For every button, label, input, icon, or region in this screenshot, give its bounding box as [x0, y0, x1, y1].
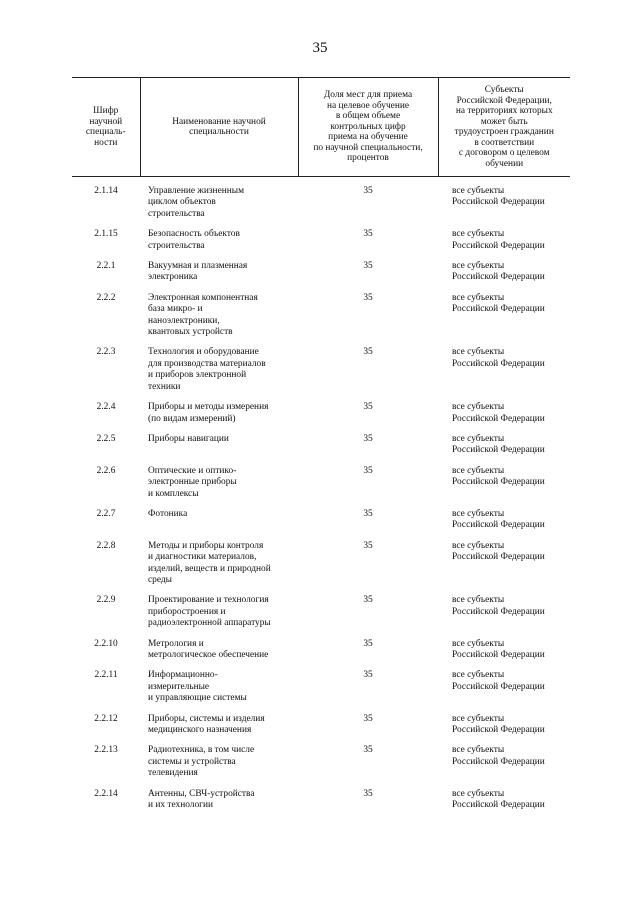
specialty-code: 2.1.14 — [94, 186, 118, 196]
table-row — [72, 434, 570, 466]
table-row — [72, 745, 570, 788]
table-row — [72, 229, 570, 261]
specialty-code: 2.1.15 — [94, 229, 118, 240]
target-share: 35 — [363, 261, 373, 272]
federation-subjects: все субъекты Российской Федерации — [452, 540, 545, 563]
specialty-code: 2.2.4 — [96, 402, 116, 413]
specialty-name: Управление жизненным циклом объектов строительства — [148, 186, 245, 219]
federation-subjects: все субъекты Российской Федерации — [452, 595, 545, 617]
specialty-name: Методы и приборы контроля и диагностики материалов, изделий, веществ и природной среды — [148, 540, 271, 585]
header-name: Наименование научной специальности — [140, 78, 298, 177]
page-number: 35 — [312, 40, 328, 56]
target-share: 35 — [363, 402, 373, 413]
specialty-name: Безопасность объектов строительства — [148, 229, 240, 251]
specialty-name: Электронная компонентная база микро- и наноэлектроники, квантовых устройств — [148, 292, 258, 338]
table-row — [72, 789, 570, 821]
specialty-name: Фотоника — [148, 508, 188, 519]
target-share: 35 — [363, 186, 373, 196]
specialty-code: 2.2.12 — [94, 713, 118, 724]
specialty-code: 2.2.6 — [96, 465, 116, 476]
federation-subjects: все субъекты Российской Федерации — [452, 670, 545, 692]
target-share: 35 — [363, 595, 373, 606]
specialty-name: Антенны, СВЧ-устройства и их технологии — [148, 788, 255, 811]
federation-subjects: все субъекты Российской Федерации — [452, 347, 545, 369]
federation-subjects: все субъекты Российской Федерации — [452, 229, 545, 251]
federation-subjects: все субъекты Российской Федерации — [452, 261, 545, 283]
table-spacer — [72, 177, 570, 187]
federation-subjects: все субъекты Российской Федерации — [452, 292, 545, 315]
table-row — [72, 509, 570, 541]
specialty-name: Оптические и оптико- электронные приборы и комплексы — [148, 465, 237, 499]
target-share: 35 — [363, 713, 373, 724]
specialty-code: 2.2.14 — [94, 788, 118, 799]
target-share: 35 — [363, 638, 373, 649]
specialty-name: Приборы навигации — [148, 433, 229, 444]
specialty-code: 2.2.2 — [96, 292, 116, 303]
header-share: Доля мест для приема на целевое обучение в общем объеме контрольных цифр приема на обучение по научной специальности, процентов — [298, 78, 438, 177]
specialty-code: 2.2.9 — [96, 595, 116, 606]
specialty-name: Проектирование и технология приборостроения и радиоэлектронной аппаратуры — [148, 595, 271, 629]
federation-subjects: все субъекты Российской Федерации — [452, 713, 545, 736]
table-row — [72, 293, 570, 348]
table-row — [72, 466, 570, 509]
specialty-name: Приборы и методы измерения (по видам измерений) — [148, 402, 269, 424]
table-header — [72, 78, 570, 177]
specialty-name: Радиотехника, в том числе системы и устройства телевидения — [148, 745, 255, 779]
table-row — [72, 595, 570, 638]
specialty-code: 2.2.1 — [96, 261, 116, 272]
federation-subjects: все субъекты Российской Федерации — [452, 638, 545, 660]
table-row — [72, 186, 570, 229]
federation-subjects: все субъекты Российской Федерации — [452, 508, 545, 531]
target-share: 35 — [363, 745, 373, 756]
specialty-name: Технология и оборудование для производства материалов и приборов электронной техники — [148, 347, 266, 392]
specialty-code: 2.2.11 — [94, 670, 118, 681]
target-share: 35 — [363, 465, 373, 476]
table-row — [72, 347, 570, 402]
table-row — [72, 670, 570, 713]
specialty-name: Метрология и метрологическое обеспечение — [148, 638, 269, 660]
specialty-code: 2.2.13 — [94, 745, 118, 756]
target-share: 35 — [363, 788, 373, 799]
table-row — [72, 541, 570, 596]
federation-subjects: все субъекты Российской Федерации — [452, 745, 545, 767]
header-code: Шифр научной специаль- ности — [72, 78, 140, 177]
specialty-code: 2.2.5 — [96, 433, 116, 444]
header-subjects: Субъекты Российской Федерации, на территориях которых может быть трудоустроен гражданин в соответствии с договором о целевом обучении — [438, 78, 570, 177]
target-share: 35 — [363, 292, 373, 303]
table-row — [72, 714, 570, 746]
target-share: 35 — [363, 670, 373, 681]
table-row — [72, 402, 570, 434]
specialty-name: Информационно- измерительные и управляющие системы — [148, 670, 247, 704]
target-share: 35 — [363, 347, 373, 358]
federation-subjects: все субъекты Российской Федерации — [452, 788, 545, 811]
target-share: 35 — [363, 433, 373, 444]
specialty-code: 2.2.8 — [96, 540, 116, 551]
federation-subjects: все субъекты Российской Федерации — [452, 433, 545, 456]
target-share: 35 — [363, 229, 373, 240]
table-body — [72, 177, 570, 821]
specialty-code: 2.2.10 — [94, 638, 118, 649]
target-share: 35 — [363, 540, 373, 551]
table-row — [72, 639, 570, 671]
specialty-code: 2.2.7 — [96, 508, 116, 519]
federation-subjects: все субъекты Российской Федерации — [452, 465, 545, 488]
specialty-name: Вакуумная и плазменная электроника — [148, 261, 248, 283]
specialty-name: Приборы, системы и изделия медицинского назначения — [148, 713, 265, 736]
target-share: 35 — [363, 508, 373, 519]
federation-subjects: все субъекты Российской Федерации — [452, 402, 545, 424]
federation-subjects: все субъекты Российской Федерации — [452, 186, 545, 208]
specialties-table — [72, 77, 570, 820]
specialty-code: 2.2.3 — [96, 347, 116, 358]
table-row — [72, 261, 570, 293]
